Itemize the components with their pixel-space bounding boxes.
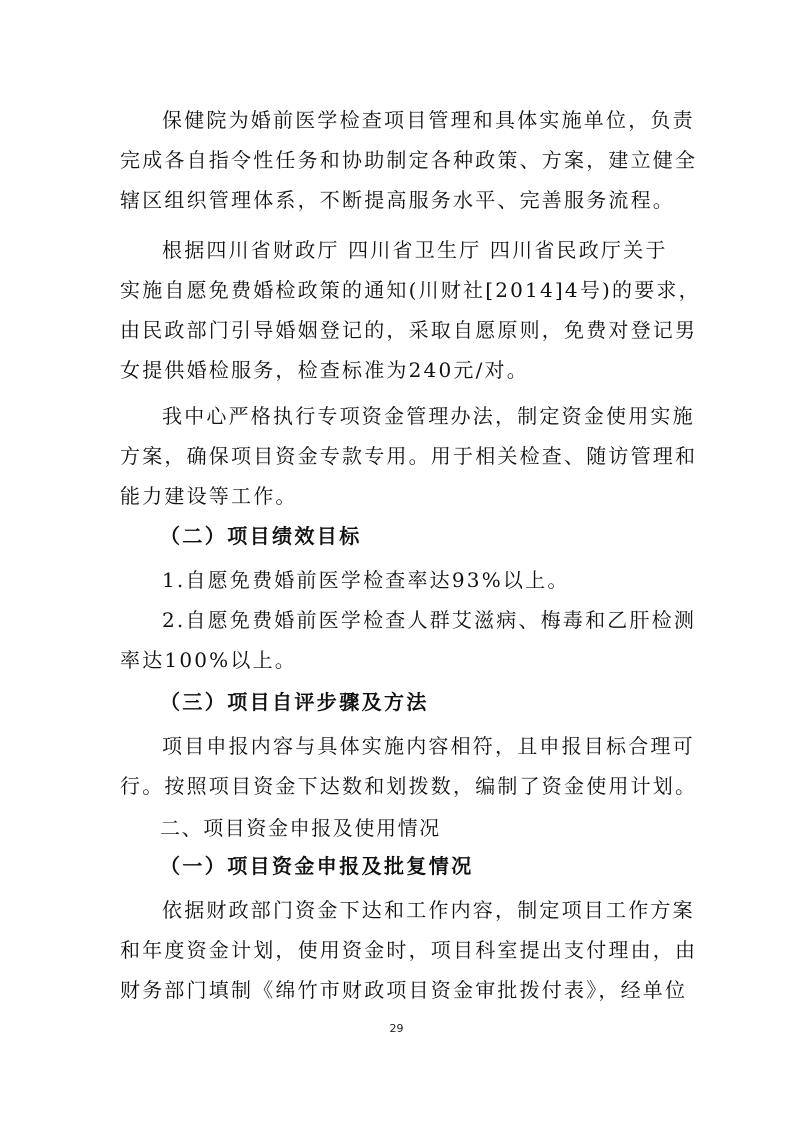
paragraph-line: 我中心严格执行专项资金管理办法，制定资金使用实施 [162,404,695,428]
paragraph-line: 率达100%以上。 [120,648,297,672]
paragraph-line: 根据四川省财政厅 四川省卫生厅 四川省民政厅关于 [162,238,668,262]
paragraph-line: 方案，确保项目资金专款专用。用于相关检查、随访管理和 [120,444,698,468]
section-heading: （二）项目绩效目标 [160,524,362,548]
paragraph-line: 由民政部门引导婚姻登记的，采取自愿原则，免费对登记男 [120,318,698,342]
paragraph-line: 能力建设等工作。 [120,484,298,508]
page-number: 29 [389,1022,404,1035]
chapter-heading: 二、项目资金申报及使用情况 [160,816,441,840]
paragraph-line: 女提供婚检服务，检查标准为240元/对。 [120,358,529,382]
paragraph-line: 完成各自指令性任务和协助制定各种政策、方案，建立健全 [120,148,698,172]
paragraph-line: 辖区组织管理体系，不断提高服务水平、完善服务流程。 [120,188,675,212]
paragraph-line: 和年度资金计划，使用资金时，项目科室提出支付理由，由 [120,938,698,962]
paragraph-line: 依据财政部门资金下达和工作内容，制定项目工作方案 [162,898,695,922]
paragraph-line: 项目申报内容与具体实施内容相符，且申报目标合理可 [162,734,695,758]
paragraph-line: 财务部门填制《绵竹市财政项目资金审批拨付表》，经单位 [120,978,688,1002]
paragraph-line: 保健院为婚前医学检查项目管理和具体实施单位，负责 [162,108,695,132]
section-heading: （一）项目资金申报及批复情况 [160,854,474,878]
paragraph-line: 行。按照项目资金下达数和划拨数，编制了资金使用计划。 [120,774,698,798]
section-heading: （三）项目自评步骤及方法 [160,690,429,714]
paragraph-line: 实施自愿免费婚检政策的通知(川财社[2014]4号)的要求， [120,278,701,302]
paragraph-line: 2.自愿免费婚前医学检查人群艾滋病、梅毒和乙肝检测 [162,608,697,632]
paragraph-line: 1.自愿免费婚前医学检查率达93%以上。 [162,568,570,592]
